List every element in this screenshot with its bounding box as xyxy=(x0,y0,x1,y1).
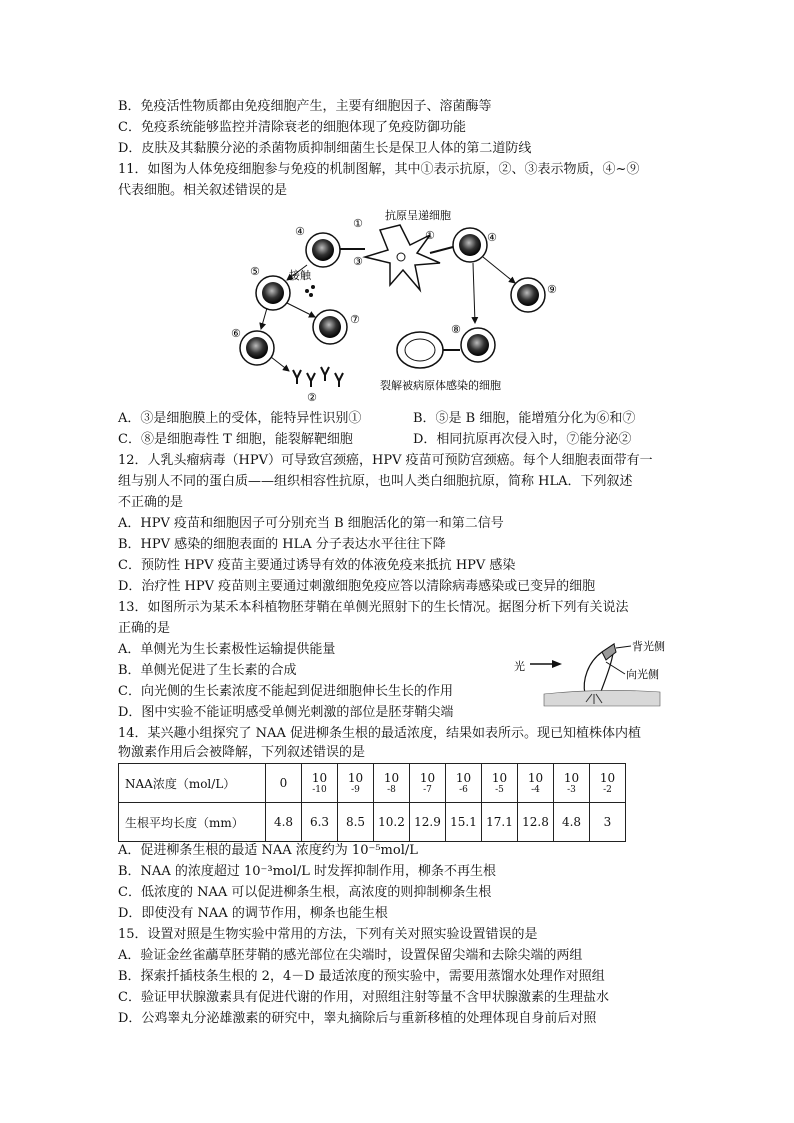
conc-cell-9: 10 -2 xyxy=(590,764,626,803)
length-cell: 8.5 xyxy=(338,803,374,842)
q15-option-d: D．公鸡睾丸分泌雄激素的研究中，睾丸摘除后与重新移植的处理体现自身前后对照 xyxy=(118,1011,597,1026)
cell-4-right xyxy=(453,228,487,262)
cell-9 xyxy=(511,278,545,312)
q11-option-d: D．相同抗原再次侵入时，⑦能分泌② xyxy=(413,432,632,447)
length-cell: 3 xyxy=(590,803,626,842)
concentration-header: NAA浓度（mol/L） xyxy=(119,764,266,803)
length-cell: 17.1 xyxy=(482,803,518,842)
q12-option-a: A．HPV 疫苗和细胞因子可分别充当 B 细胞活化的第一和第二信号 xyxy=(118,516,504,531)
q15-option-b: B．探索扦插枝条生根的 2，4－D 最适浓度的预实验中，需要用蒸馏水处理作对照组 xyxy=(118,969,605,984)
light-label: 光 xyxy=(514,660,525,673)
label-7: ⑦ xyxy=(350,313,360,326)
label-1-left: ① xyxy=(353,217,363,230)
contact-label: 接触 xyxy=(289,269,311,282)
apc-label: 抗原呈递细胞 xyxy=(385,209,451,222)
q14-stem-line2: 物激素作用后会被降解，下列叙述错误的是 xyxy=(118,745,366,760)
q15-option-a: A．验证金丝雀虉草胚芽鞘的感光部位在尖端时，设置保留尖端和去除尖端的两组 xyxy=(118,948,583,963)
conc-cell-3: 10 -8 xyxy=(374,764,410,803)
length-cell: 6.3 xyxy=(302,803,338,842)
light-side-label: 向光侧 xyxy=(626,668,659,681)
length-cell: 15.1 xyxy=(446,803,482,842)
q11-option-c: C．⑧是细胞毒性 T 细胞，能裂解靶细胞 xyxy=(118,432,353,447)
q14-option-a: A．促进柳条生根的最适 NAA 浓度约为 10⁻⁵mol/L xyxy=(118,843,418,858)
label-4-left: ④ xyxy=(295,225,305,238)
q14-option-d: D．即使没有 NAA 的调节作用，柳条也能生根 xyxy=(118,906,388,921)
q15-stem: 15．设置对照是生物实验中常用的方法，下列有关对照实验设置错误的是 xyxy=(118,927,538,942)
q15-option-c: C．验证甲状腺激素具有促进代谢的作用，对照组注射等量不含甲状腺激素的生理盐水 xyxy=(118,990,609,1005)
cell-6 xyxy=(240,331,274,365)
q11-option-a: A．③是细胞膜上的受体，能特异性识别① xyxy=(118,411,362,426)
length-cell: 4.8 xyxy=(266,803,302,842)
conc-cell-0: 0 xyxy=(266,764,302,803)
q11-stem-line1: 11．如图为人体免疫细胞参与免疫的机制图解，其中①表示抗原，②、③表示物质，④~⑨ xyxy=(118,162,640,177)
q12-option-d: D．治疗性 HPV 疫苗则主要通过刺激细胞免疫应答以清除病毒感染或已变异的细胞 xyxy=(118,579,596,594)
label-5: ⑤ xyxy=(250,265,260,278)
q12-stem-line2: 组与别人不同的蛋白质——组织相容性抗原，也叫人类白细胞抗原，简称 HLA．下列叙述 xyxy=(118,474,633,489)
table-row-root-length xyxy=(119,803,626,842)
q10-option-b: B．免疫活性物质都由免疫细胞产生，主要有细胞因子、溶菌酶等 xyxy=(118,99,492,114)
q13-option-a: A．单侧光为生长素极性运输提供能量 xyxy=(118,642,336,657)
soil xyxy=(544,690,660,706)
conc-cell-4: 10 -7 xyxy=(410,764,446,803)
q11-option-b: B．⑤是 B 细胞，能增殖分化为⑥和⑦ xyxy=(413,411,636,426)
root-length-header: 生根平均长度（mm） xyxy=(119,803,266,842)
label-1-right: ① xyxy=(425,229,435,242)
q10-option-c: C．免疫系统能够监控并清除衰老的细胞体现了免疫防御功能 xyxy=(118,120,466,135)
q14-option-c: C．低浓度的 NAA 可以促进柳条生根，高浓度的则抑制柳条生根 xyxy=(118,885,492,900)
label-6: ⑥ xyxy=(231,327,241,340)
antibodies xyxy=(293,367,343,387)
conc-cell-8: 10 -3 xyxy=(554,764,590,803)
q14-option-b: B．NAA 的浓度超过 10⁻³mol/L 时发挥抑制作用，柳条不再生根 xyxy=(118,864,497,879)
q12-option-c: C．预防性 HPV 疫苗主要通过诱导有效的体液免疫来抵抗 HPV 感染 xyxy=(118,558,516,573)
back-side-label: 背光侧 xyxy=(632,640,665,653)
cell-8 xyxy=(461,328,495,362)
cell-7 xyxy=(313,310,347,344)
label-8: ⑧ xyxy=(451,323,461,336)
q13-option-d: D．图中实验不能证明感受单侧光刺激的部位是胚芽鞘尖端 xyxy=(118,705,454,720)
cell-5 xyxy=(256,276,290,310)
q14-stem-line1: 14．某兴趣小组探究了 NAA 促进柳条生根的最适浓度，结果如表所示。现已知植株体内植 xyxy=(118,726,641,741)
q12-stem-line1: 12．人乳头瘤病毒（HPV）可导致宫颈癌，HPV 疫苗可预防宫颈癌。每个人细胞表面带有一 xyxy=(118,453,653,468)
conc-cell-5: 10 -6 xyxy=(446,764,482,803)
q11-stem-line2: 代表细胞。相关叙述错误的是 xyxy=(118,183,288,198)
conc-cell-2: 10 -9 xyxy=(338,764,374,803)
naa-table xyxy=(118,763,626,842)
label-2: ② xyxy=(307,391,317,404)
infected-target-cell xyxy=(397,332,443,368)
length-cell: 10.2 xyxy=(374,803,410,842)
q13-option-b: B．单侧光促进了生长素的合成 xyxy=(118,663,297,678)
coleoptile-diagram xyxy=(510,632,690,707)
conc-cell-1: 10 -10 xyxy=(302,764,338,803)
q13-option-c: C．向光侧的生长素浓度不能起到促进细胞伸长生长的作用 xyxy=(118,684,453,699)
cell-4-left xyxy=(306,233,340,267)
length-cell: 4.8 xyxy=(554,803,590,842)
table-row-concentration xyxy=(119,764,626,803)
q13-stem-line1: 13．如图所示为某禾本科植物胚芽鞘在单侧光照射下的生长情况。据图分析下列有关说法 xyxy=(118,600,629,615)
q10-option-d: D．皮肤及其黏膜分泌的杀菌物质抑制细菌生长是保卫人体的第二道防线 xyxy=(118,141,532,156)
conc-cell-7: 10 -4 xyxy=(518,764,554,803)
label-4-right: ④ xyxy=(487,231,497,244)
label-3: ③ xyxy=(353,255,363,268)
q12-option-b: B．HPV 感染的细胞表面的 HLA 分子表达水平往往下降 xyxy=(118,537,446,552)
conc-cell-6: 10 -5 xyxy=(482,764,518,803)
q13-stem-line2: 正确的是 xyxy=(118,621,171,636)
q12-stem-line3: 不正确的是 xyxy=(118,495,184,510)
label-9: ⑨ xyxy=(547,283,557,296)
immune-mechanism-diagram xyxy=(225,205,585,405)
length-cell: 12.9 xyxy=(410,803,446,842)
length-cell: 12.8 xyxy=(518,803,554,842)
lysis-label: 裂解被病原体感染的细胞 xyxy=(380,379,501,392)
